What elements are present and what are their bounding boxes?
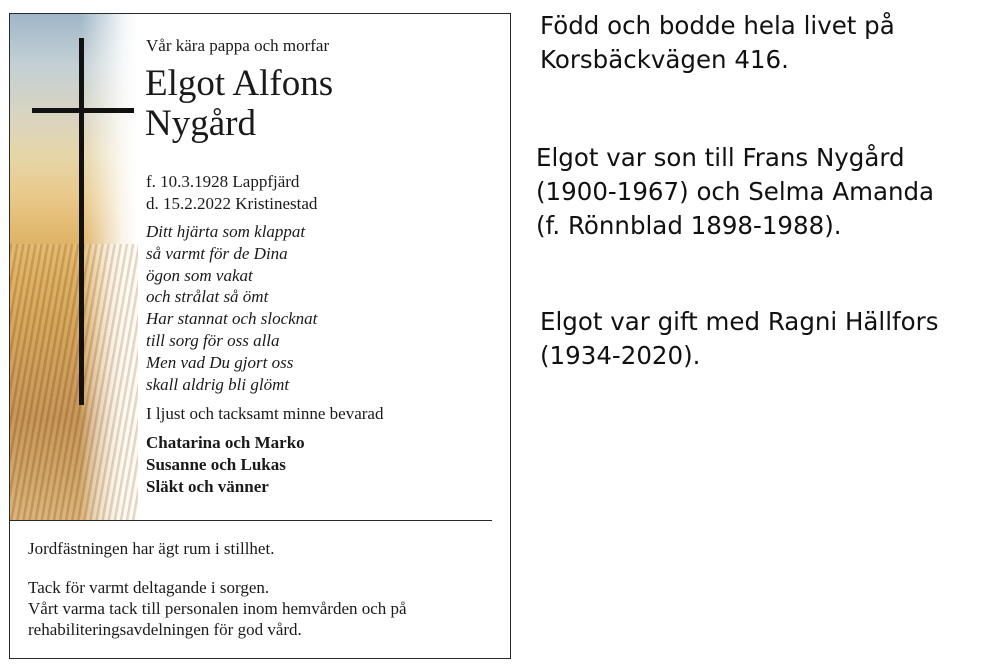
mourner-name: Släkt och vänner: [146, 477, 269, 496]
name-line-2: Nygård: [145, 103, 256, 144]
divider: [10, 520, 492, 521]
poem-line: till sorg för oss alla: [146, 330, 280, 350]
side-note-line: Född och bodde hela livet på: [540, 11, 895, 40]
life-dates: [146, 171, 317, 215]
poem-line: Har stannat och slocknat: [146, 309, 318, 329]
memory-line: I ljust och tacksamt minne bevarad: [146, 404, 384, 423]
side-note-line: (1900-1967) och Selma Amanda: [536, 177, 935, 206]
death-date: d. 15.2.2022 Kristinestad: [146, 194, 318, 213]
mourner-name: Chatarina och Marko: [146, 433, 305, 452]
wheat-stalks-texture: [10, 244, 138, 520]
mourner-name: Susanne och Lukas: [146, 455, 286, 474]
side-note-line: Korsbäckvägen 416.: [540, 45, 789, 74]
thanks-line: rehabiliteringsavdelningen för god vård.: [28, 620, 302, 639]
side-note-line: Elgot var son till Frans Nygård: [536, 143, 905, 172]
poem-line: skall aldrig bli glömt: [146, 374, 290, 394]
thanks-line: Vårt varma tack till personalen inom hemvården och på: [28, 599, 407, 618]
side-note-parents: [536, 141, 934, 243]
side-note-line: (1934-2020).: [540, 341, 701, 370]
side-note-line: (f. Rönnblad 1898-1988).: [536, 211, 842, 240]
thanks-note: [28, 577, 407, 640]
intro-line: Vår kära pappa och morfar: [146, 36, 330, 55]
memorial-poem: [146, 221, 317, 395]
birth-date: f. 10.3.1928 Lappfjärd: [146, 172, 300, 191]
poem-line: Men vad Du gjort oss: [146, 352, 294, 372]
poem-line: så varmt för de Dina: [146, 243, 288, 263]
poem-line: Ditt hjärta som klappat: [146, 222, 306, 241]
mourners-list: [146, 432, 305, 498]
obituary-notice: [9, 13, 511, 659]
deceased-name: [145, 64, 333, 144]
poem-line: ögon som vakat: [146, 265, 253, 285]
side-note-spouse: [540, 305, 939, 373]
side-note-line: Elgot var gift med Ragni Hällfors: [540, 307, 939, 336]
cross-horizontal-bar: [32, 108, 134, 113]
name-line-1: Elgot Alfons: [145, 63, 334, 104]
thanks-line: Tack för varmt deltagande i sorgen.: [28, 578, 270, 597]
poem-line: och strålat så ömt: [146, 287, 269, 307]
funeral-note: Jordfästningen har ägt rum i stillhet.: [28, 539, 275, 558]
side-note-residence: [540, 9, 895, 77]
cross-vertical-bar: [79, 38, 84, 405]
